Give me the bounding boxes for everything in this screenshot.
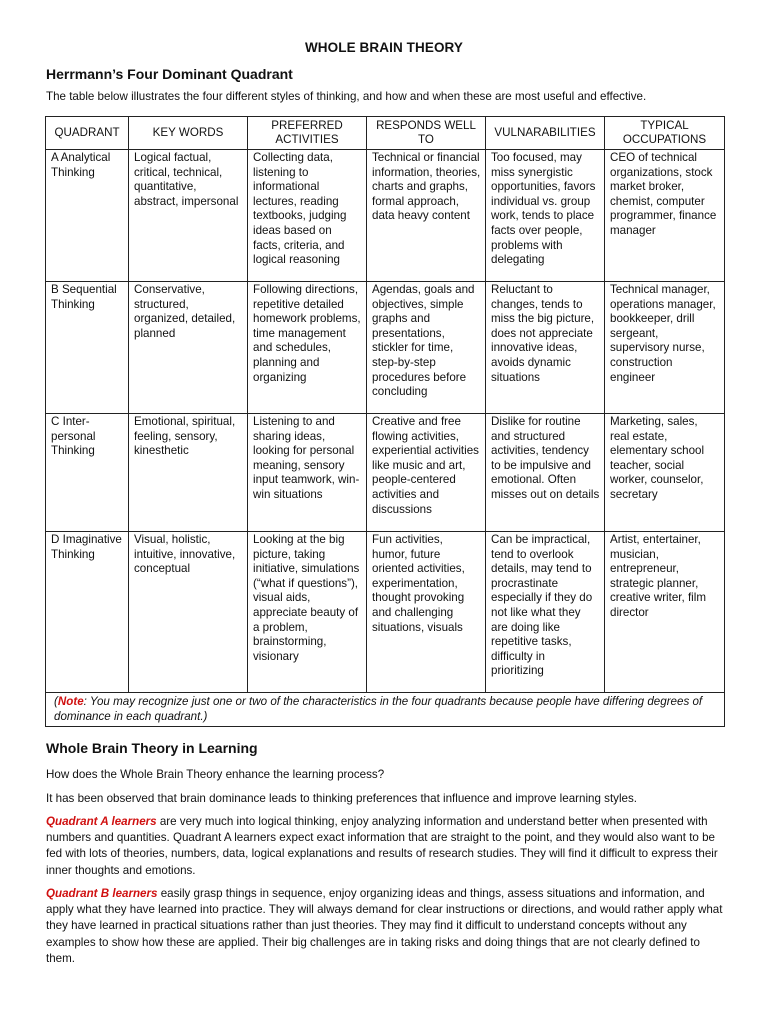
table-note-row <box>46 693 725 727</box>
quadrant-b-text: easily grasp things in sequence, enjoy organizing ideas and things, assess situations and information, and apply what they have learned into practice. They will always demand for clear instructions or directions, and would rather apply what they have learned in practical situations rather than just theories. They may find it difficult to understand concepts without any examples to show how these are applied. Their big challenges are in taking risks and doing things that are not clearly defined to them. <box>46 887 723 965</box>
quadrant-table <box>45 116 725 727</box>
cell-key-words: Conservative, structured, organized, detailed, planned <box>129 282 248 414</box>
quadrant-a-paragraph <box>46 814 726 879</box>
cell-key-words: Visual, holistic, intuitive, innovative, conceptual <box>129 532 248 693</box>
cell-quadrant: A Analytical Thinking <box>46 150 129 282</box>
section-heading-quadrants: Herrmann’s Four Dominant Quadrant <box>46 66 293 82</box>
cell-preferred-activities: Collecting data, listening to informational lectures, reading textbooks, judging ideas based on facts, criteria, and logical reasoning <box>248 150 367 282</box>
header-quadrant: QUADRANT <box>46 117 129 150</box>
cell-vulnerabilities: Reluctant to changes, tends to miss the big picture, does not appreciate innovative ideas, avoids dynamic situations <box>486 282 605 414</box>
intro-paragraph: The table below illustrates the four different styles of thinking, and how and when these are most useful and effective. <box>46 90 647 103</box>
section-heading-learning: Whole Brain Theory in Learning <box>46 740 258 756</box>
cell-responds-well-to: Creative and free flowing activities, experiential activities like music and art, people-centered activities and discussions <box>367 414 486 532</box>
header-vulnerabilities: VULNARABILITIES <box>486 117 605 150</box>
table-row <box>46 150 725 282</box>
cell-vulnerabilities: Dislike for routine and structured activities, tendency to be impulsive and emotional. Often misses out on details <box>486 414 605 532</box>
cell-occupations: Artist, entertainer, musician, entrepreneur, strategic planner, creative writer, film director <box>605 532 725 693</box>
note-label: Note <box>57 695 84 708</box>
cell-responds-well-to: Fun activities, humor, future oriented activities, experimentation, thought provoking and challenging situations, visuals <box>367 532 486 693</box>
cell-key-words: Logical factual, critical, technical, quantitative, abstract, impersonal <box>129 150 248 282</box>
note-text: : You may recognize just one or two of the characteristics in the four quadrants because people have differing degrees of dominance in each quadrant.) <box>54 695 703 723</box>
observation-paragraph: It has been observed that brain dominance leads to thinking preferences that influence and improve learning styles. <box>46 792 637 805</box>
quadrant-a-text: are very much into logical thinking, enjoy analyzing information and understand better when presented with numbers and quantities. Quadrant A learners expect exact information that are straight to the point, and they would also want to be fed with lots of theories, numbers, data, logical explanations and results of research studies. They will find it difficult to express their inner thoughts and emotions. <box>46 815 718 877</box>
cell-preferred-activities: Following directions, repetitive detailed homework problems, time management and schedules, planning and organizing <box>248 282 367 414</box>
table-header-row <box>46 117 725 150</box>
cell-key-words: Emotional, spiritual, feeling, sensory, kinesthetic <box>129 414 248 532</box>
cell-responds-well-to: Agendas, goals and objectives, simple graphs and presentations, stickler for time, step-by-step procedures before concluding <box>367 282 486 414</box>
cell-responds-well-to: Technical or financial information, theories, charts and graphs, formal approach, data heavy content <box>367 150 486 282</box>
quadrant-a-label: Quadrant A learners <box>46 815 157 828</box>
cell-preferred-activities: Looking at the big picture, taking initiative, simulations (“what if questions”), visual aids, appreciate beauty of a problem, brainstorming, visionary <box>248 532 367 693</box>
quadrant-b-label: Quadrant B learners <box>46 887 158 900</box>
cell-preferred-activities: Listening to and sharing ideas, looking for personal meaning, sensory input teamwork, win-win situations <box>248 414 367 532</box>
table-row <box>46 414 725 532</box>
question-paragraph: How does the Whole Brain Theory enhance the learning process? <box>46 768 385 781</box>
table-note <box>46 693 725 727</box>
note-open-paren: ( <box>54 695 58 708</box>
table-row <box>46 532 725 693</box>
cell-occupations: CEO of technical organizations, stock market broker, chemist, computer programmer, finance manager <box>605 150 725 282</box>
page-title: WHOLE BRAIN THEORY <box>304 40 464 55</box>
header-preferred-activities: PREFERRED ACTIVITIES <box>248 117 367 150</box>
quadrant-b-paragraph <box>46 886 726 967</box>
cell-vulnerabilities: Too focused, may miss synergistic opportunities, favors individual vs. group work, tends to place facts over people, problems with delegating <box>486 150 605 282</box>
cell-vulnerabilities: Can be impractical, tend to overlook details, may tend to procrastinate especially if they do not like what they are doing like repetitive tasks, difficulty in prioritizing <box>486 532 605 693</box>
header-responds-well-to: RESPONDS WELL TO <box>367 117 486 150</box>
cell-occupations: Technical manager, operations manager, bookkeeper, drill sergeant, supervisory nurse, construction engineer <box>605 282 725 414</box>
cell-occupations: Marketing, sales, real estate, elementary school teacher, social worker, counselor, secretary <box>605 414 725 532</box>
table-row <box>46 282 725 414</box>
header-key-words: KEY WORDS <box>129 117 248 150</box>
cell-quadrant: D Imaginative Thinking <box>46 532 129 693</box>
cell-quadrant: C Inter-personal Thinking <box>46 414 129 532</box>
cell-quadrant: B Sequential Thinking <box>46 282 129 414</box>
header-typical-occupations: TYPICAL OCCUPATIONS <box>605 117 725 150</box>
